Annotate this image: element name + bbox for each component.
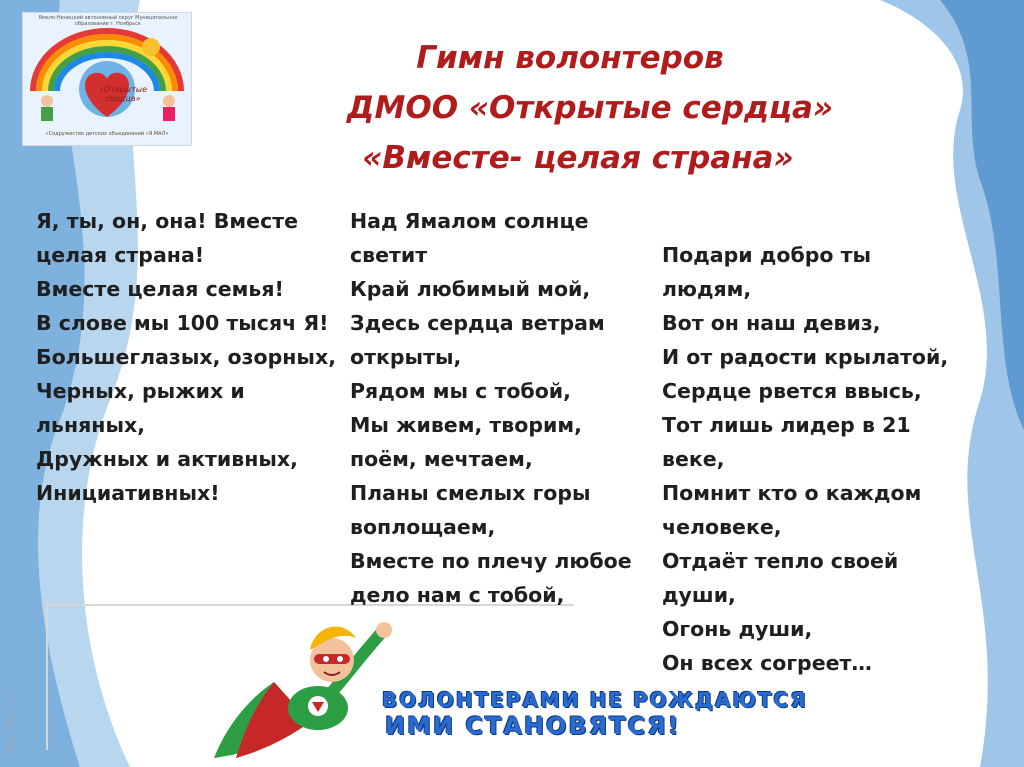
verse-line: Он всех согреет… <box>662 651 872 675</box>
verse-line: воплощаем, <box>350 515 496 539</box>
verse-line: Сердце рвется ввысь, <box>662 379 922 403</box>
verse-line: людям, <box>662 277 752 301</box>
verse-line: светит <box>350 243 428 267</box>
verse-line: веке, <box>662 447 725 471</box>
flying-superhero-illustration <box>214 612 414 762</box>
verse-line: дело нам с тобой, <box>350 583 565 607</box>
verse-line: Инициативных! <box>36 481 220 505</box>
verse-line: В слове мы 100 тысяч Я! <box>36 311 329 335</box>
logo-heart-label: «Открытые сердца» <box>98 85 148 103</box>
verse-column-1 <box>36 204 336 510</box>
verse-line: И от радости крылатой, <box>662 345 949 369</box>
verse-line: Вместе по плечу любое <box>350 549 632 573</box>
verse-line: Рядом мы с тобой, <box>350 379 571 403</box>
verse-line: поём, мечтаем, <box>350 447 533 471</box>
verse-line: Тот лишь лидер в 21 <box>662 413 911 437</box>
verse-line: Вместе целая семья! <box>36 277 284 301</box>
title-line-1: Гимн волонтеров <box>416 40 724 76</box>
verse-line: Черных, рыжих и <box>36 379 245 403</box>
slogan-line-2: ИМИ СТАНОВЯТСЯ! <box>385 712 681 740</box>
verse-line: открыты, <box>350 345 462 369</box>
logo-bottom-caption: «Содружество детских объединений «Я МАЛ» <box>45 131 169 137</box>
verse-line: Огонь души, <box>662 617 813 641</box>
organization-logo <box>22 12 192 146</box>
logo-top-caption: Ямало-Ненецкий автономный округ Муниципальное образование г. Ноябрьск <box>38 15 178 27</box>
verse-column-3 <box>662 238 948 680</box>
slogan-line-1: ВОЛОНТЕРАМИ НЕ РОЖДАЮТСЯ <box>382 688 808 712</box>
verse-line: Планы смелых горы <box>350 481 591 505</box>
verse-line: целая страна! <box>36 243 205 267</box>
verse-line: Большеглазых, озорных, <box>36 345 336 369</box>
verse-column-2 <box>350 204 632 612</box>
verse-line: Подари добро ты <box>662 243 872 267</box>
site-watermark: www.7dom.ru <box>6 693 16 756</box>
verse-line: души, <box>662 583 736 607</box>
title-line-3: «Вместе- целая страна» <box>362 140 794 176</box>
verse-line: Здесь сердца ветрам <box>350 311 605 335</box>
verse-line: Отдаёт тепло своей <box>662 549 899 573</box>
logo-graphic <box>23 13 191 145</box>
verse-line: Мы живем, творим, <box>350 413 582 437</box>
verse-line: Край любимый мой, <box>350 277 591 301</box>
verse-line: Вот он наш девиз, <box>662 311 881 335</box>
verse-line: льняных, <box>36 413 146 437</box>
verse-line: Помнит кто о каждом <box>662 481 922 505</box>
title-line-2: ДМОО «Открытые сердца» <box>346 90 834 126</box>
verse-line: человеке, <box>662 515 782 539</box>
verse-line: Я, ты, он, она! Вместе <box>36 209 299 233</box>
decorative-divider-vertical <box>46 600 48 750</box>
verse-line: Дружных и активных, <box>36 447 298 471</box>
verse-line: Над Ямалом солнце <box>350 209 589 233</box>
